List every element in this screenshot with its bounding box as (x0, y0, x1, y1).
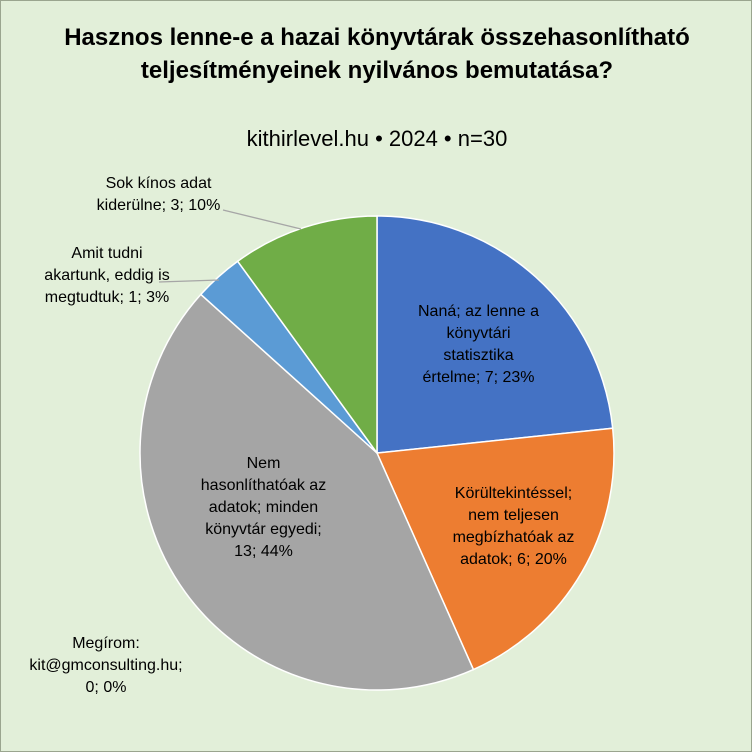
slice-label-korultekintessel: Körültekintéssel; nem teljesen megbízhatóak az adatok; 6; 20% (452, 485, 575, 568)
chart-title: Hasznos lenne-e a hazai könyvtárak összehasonlítható teljesítményeinek nyilvános bemutatása? (64, 24, 690, 84)
slice-label-nana: Naná; az lenne a könyvtári statisztika értelme; 7; 23% (418, 303, 539, 386)
slice-label-megirom: Megírom: kit@gmconsulting.hu; 0; 0% (29, 635, 183, 696)
slice-label-amit-tudni: Amit tudni akartunk, eddig is megtudtuk; 1; 3% (44, 245, 170, 306)
slice-label-sok-kinos: Sok kínos adat kiderülne; 3; 10% (96, 175, 221, 214)
slice-label-nem-hasonlithatoak: Nem hasonlíthatóak az adatok; minden könyvtár egyedi; 13; 44% (200, 455, 327, 560)
chart-subtitle: kithirlevel.hu • 2024 • n=30 (246, 126, 508, 151)
